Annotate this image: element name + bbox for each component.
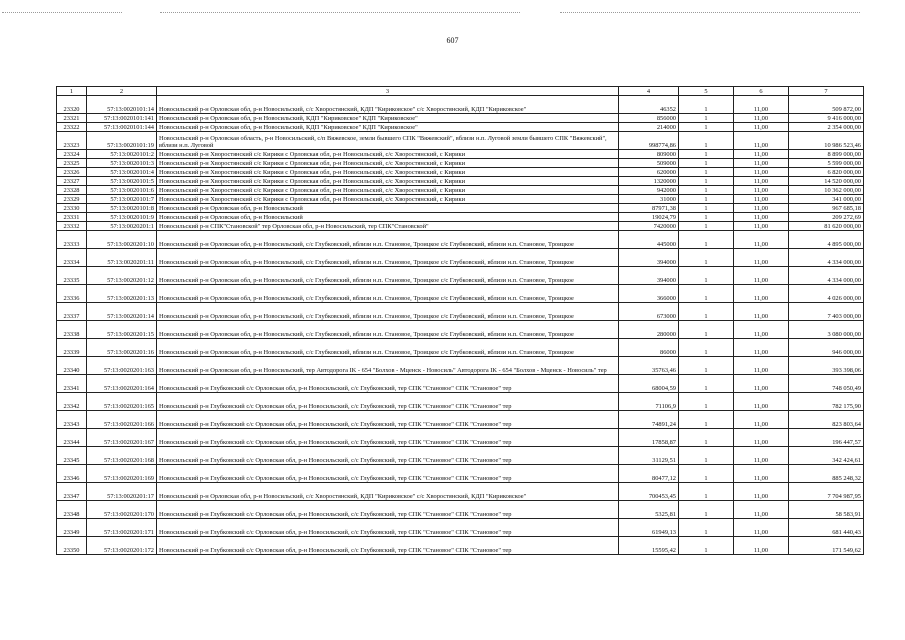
address-cell: Новосильский р-н Хворостянский с/с Кирики с Орловская обл, р-н Новосильский, с/с Хворостянский, с Кирики [157,186,619,195]
area-cell: 86000 [619,339,679,357]
area-cell: 5325,81 [619,501,679,519]
cadastral-number-cell: 57:13:0020201:13 [87,285,157,303]
table-row [57,150,864,159]
value-cell: 4 334 000,00 [789,267,864,285]
row-number-cell: 23327 [57,177,87,186]
area-cell: 445000 [619,231,679,249]
table-row [57,285,864,303]
share-cell: 1 [679,303,734,321]
scan-artifact-line [560,12,860,14]
rate-cell: 11,00 [734,375,789,393]
address-cell: Новосильский р-н Хворостянский с/с Кирики с Орловская обл, р-н Новосильский, с/с Хворостянский, с Кирики [157,195,619,204]
area-cell: 998774,86 [619,132,679,150]
address-cell: Новосильский р-н Орловская обл, р-н Новосильский, с/с Глубковский, вблизи н.п. Становое, Троицкое с/с Глубковский, вблизи н.п. Становое, Троицкое [157,321,619,339]
share-cell: 1 [679,168,734,177]
area-cell: 700453,45 [619,483,679,501]
value-cell: 6 820 000,00 [789,168,864,177]
cadastral-number-cell: 57:13:0020201:11 [87,249,157,267]
share-cell: 1 [679,123,734,132]
share-cell: 1 [679,96,734,114]
address-cell: Новосильский р-н Хворостянский с/с Кирики с Орловская обл, р-н Новосильский, с/с Хворостянский, с Кирики [157,159,619,168]
rate-cell: 11,00 [734,339,789,357]
share-cell: 1 [679,411,734,429]
value-cell: 681 440,43 [789,519,864,537]
cadastral-number-cell: 57:13:0020201:166 [87,411,157,429]
column-header: 3 [157,87,619,96]
cadastral-number-cell: 57:13:0020201:14 [87,303,157,321]
cadastral-number-cell: 57:13:0020101:8 [87,204,157,213]
row-number-cell: 23338 [57,321,87,339]
cadastral-number-cell: 57:13:0020201:171 [87,519,157,537]
share-cell: 1 [679,132,734,150]
rate-cell: 11,00 [734,465,789,483]
row-number-cell: 23326 [57,168,87,177]
row-number-cell: 23350 [57,537,87,555]
row-number-cell: 23346 [57,465,87,483]
cadastral-number-cell: 57:13:0020101:141 [87,114,157,123]
share-cell: 1 [679,393,734,411]
cadastral-number-cell: 57:13:0020201:16 [87,339,157,357]
rate-cell: 11,00 [734,393,789,411]
row-number-cell: 23335 [57,267,87,285]
area-cell: 7420000 [619,222,679,231]
area-cell: 509000 [619,159,679,168]
cadastral-number-cell: 57:13:0020201:168 [87,447,157,465]
row-number-cell: 23339 [57,339,87,357]
value-cell: 196 447,57 [789,429,864,447]
area-cell: 809000 [619,150,679,159]
address-cell: Новосильский р-н Глубковский с/с Орловская обл, р-н Новосильский, с/с Глубковский, тер СПК "Становое" СПК "Становое" тер [157,375,619,393]
share-cell: 1 [679,465,734,483]
row-number-cell: 23348 [57,501,87,519]
table-row [57,519,864,537]
table-row [57,447,864,465]
cadastral-number-cell: 57:13:0020101:19 [87,132,157,150]
area-cell: 214000 [619,123,679,132]
row-number-cell: 23328 [57,186,87,195]
value-cell: 342 424,61 [789,447,864,465]
address-cell: Новосильский р-н Глубковский с/с Орловская обл, р-н Новосильский, с/с Глубковский, тер СПК "Становое" СПК "Становое" тер [157,519,619,537]
table-row [57,123,864,132]
table-row [57,537,864,555]
share-cell: 1 [679,213,734,222]
row-number-cell: 23341 [57,375,87,393]
cadastral-number-cell: 57:13:0020201:1 [87,222,157,231]
land-register-table [56,86,864,555]
row-number-cell: 23340 [57,357,87,375]
rate-cell: 11,00 [734,303,789,321]
address-cell: Новосильский р-н Глубковский с/с Орловская обл, р-н Новосильский, с/с Глубковский, тер СПК "Становое" СПК "Становое" тер [157,465,619,483]
value-cell: 171 549,62 [789,537,864,555]
scan-artifact-line [160,12,520,14]
rate-cell: 11,00 [734,186,789,195]
rate-cell: 11,00 [734,159,789,168]
area-cell: 15595,42 [619,537,679,555]
address-cell: Новосильский р-н Орловская обл, р-н Новосильский, с/с Хворостянский, КДП "Кириковское" с/с Хворостянский, КДП "Кириковское" [157,483,619,501]
column-header: 5 [679,87,734,96]
area-cell: 74891,24 [619,411,679,429]
area-cell: 366000 [619,285,679,303]
area-cell: 46352 [619,96,679,114]
rate-cell: 11,00 [734,195,789,204]
rate-cell: 11,00 [734,321,789,339]
row-number-cell: 23331 [57,213,87,222]
rate-cell: 11,00 [734,537,789,555]
row-number-cell: 23343 [57,411,87,429]
address-cell: Новосильский р-н Глубковский с/с Орловская обл, р-н Новосильский, с/с Глубковский, тер СПК "Становое" СПК "Становое" тер [157,537,619,555]
rate-cell: 11,00 [734,213,789,222]
share-cell: 1 [679,483,734,501]
value-cell: 81 620 000,00 [789,222,864,231]
table-row [57,195,864,204]
table-row [57,132,864,150]
cadastral-number-cell: 57:13:0020201:165 [87,393,157,411]
cadastral-number-cell: 57:13:0020201:170 [87,501,157,519]
rate-cell: 11,00 [734,519,789,537]
address-cell: Новосильский р-н Орловская обл, р-н Новосильский, с/с Глубковский, вблизи н.п. Становое, Троицкое с/с Глубковский, вблизи н.п. Становое, Троицкое [157,231,619,249]
table-row [57,321,864,339]
rate-cell: 11,00 [734,447,789,465]
share-cell: 1 [679,447,734,465]
table-row [57,159,864,168]
area-cell: 1320000 [619,177,679,186]
table-row [57,465,864,483]
rate-cell: 11,00 [734,177,789,186]
table-row [57,393,864,411]
table-row [57,249,864,267]
cadastral-number-cell: 57:13:0020101:9 [87,213,157,222]
value-cell: 509 872,00 [789,96,864,114]
cadastral-number-cell: 57:13:0020101:2 [87,150,157,159]
row-number-cell: 23345 [57,447,87,465]
area-cell: 280000 [619,321,679,339]
table-header-row [57,87,864,96]
column-header: 7 [789,87,864,96]
table-row [57,114,864,123]
area-cell: 856000 [619,114,679,123]
area-cell: 942000 [619,186,679,195]
table-row [57,483,864,501]
address-cell: Новосильский р-н Орловская обл, р-н Новосильский [157,213,619,222]
column-header: 1 [57,87,87,96]
value-cell: 14 520 000,00 [789,177,864,186]
area-cell: 620000 [619,168,679,177]
value-cell: 885 248,32 [789,465,864,483]
value-cell: 782 175,90 [789,393,864,411]
table-row [57,168,864,177]
rate-cell: 11,00 [734,501,789,519]
cadastral-number-cell: 57:13:0020201:169 [87,465,157,483]
area-cell: 673000 [619,303,679,321]
value-cell: 4 026 000,00 [789,285,864,303]
area-cell: 61949,13 [619,519,679,537]
cadastral-number-cell: 57:13:0020101:5 [87,177,157,186]
row-number-cell: 23342 [57,393,87,411]
share-cell: 1 [679,375,734,393]
rate-cell: 11,00 [734,114,789,123]
share-cell: 1 [679,267,734,285]
row-number-cell: 23323 [57,132,87,150]
cadastral-number-cell: 57:13:0020201:164 [87,375,157,393]
row-number-cell: 23337 [57,303,87,321]
rate-cell: 11,00 [734,357,789,375]
row-number-cell: 23321 [57,114,87,123]
share-cell: 1 [679,501,734,519]
rate-cell: 11,00 [734,123,789,132]
table-row [57,501,864,519]
rate-cell: 11,00 [734,96,789,114]
address-cell: Новосильский р-н Орловская обл, р-н Новосильский, с/с Глубковский, вблизи н.п. Становое, Троицкое с/с Глубковский, вблизи н.п. Становое, Троицкое [157,267,619,285]
address-cell: Новосильский р-н Орловская обл, р-н Новосильский, с/с Хворостянский, КДП "Кириковское" с/с Хворостянский, КДП "Кириковское" [157,96,619,114]
table-row [57,186,864,195]
cadastral-number-cell: 57:13:0020201:10 [87,231,157,249]
share-cell: 1 [679,177,734,186]
share-cell: 1 [679,357,734,375]
share-cell: 1 [679,231,734,249]
area-cell: 87971,38 [619,204,679,213]
row-number-cell: 23333 [57,231,87,249]
share-cell: 1 [679,222,734,231]
address-cell: Новосильский р-н Хворостянский с/с Кирики с Орловская обл, р-н Новосильский, с/с Хворостянский, с Кирики [157,150,619,159]
address-cell: Новосильский р-н Глубковский с/с Орловская обл, р-н Новосильский, с/с Глубковский, тер СПК "Становое" СПК "Становое" тер [157,447,619,465]
area-cell: 19024,79 [619,213,679,222]
area-cell: 31129,51 [619,447,679,465]
cadastral-number-cell: 57:13:0020101:6 [87,186,157,195]
rate-cell: 11,00 [734,168,789,177]
value-cell: 4 895 000,00 [789,231,864,249]
value-cell: 10 986 523,46 [789,132,864,150]
share-cell: 1 [679,519,734,537]
row-number-cell: 23347 [57,483,87,501]
cadastral-number-cell: 57:13:0020201:163 [87,357,157,375]
value-cell: 823 803,64 [789,411,864,429]
table-row [57,213,864,222]
rate-cell: 11,00 [734,132,789,150]
share-cell: 1 [679,429,734,447]
row-number-cell: 23336 [57,285,87,303]
share-cell: 1 [679,114,734,123]
scan-artifact-line [2,12,122,14]
table-row [57,267,864,285]
table-row [57,177,864,186]
cadastral-number-cell: 57:13:0020101:3 [87,159,157,168]
column-header: 6 [734,87,789,96]
address-cell: Новосильский р-н СПК"Становской" тер Орловская обл, р-н Новосильский, тер СПК"Становской" [157,222,619,231]
value-cell: 9 416 000,00 [789,114,864,123]
cadastral-number-cell: 57:13:0020201:17 [87,483,157,501]
cadastral-number-cell: 57:13:0020201:12 [87,267,157,285]
table-row [57,96,864,114]
share-cell: 1 [679,321,734,339]
value-cell: 748 050,49 [789,375,864,393]
value-cell: 7 403 000,00 [789,303,864,321]
share-cell: 1 [679,339,734,357]
share-cell: 1 [679,186,734,195]
rate-cell: 11,00 [734,285,789,303]
area-cell: 35763,46 [619,357,679,375]
column-header: 4 [619,87,679,96]
address-cell: Новосильский р-н Орловская обл, р-н Новосильский [157,204,619,213]
value-cell: 4 334 000,00 [789,249,864,267]
table-row [57,303,864,321]
cadastral-number-cell: 57:13:0020201:172 [87,537,157,555]
address-cell: Новосильский р-н Глубковский с/с Орловская обл, р-н Новосильский, с/с Глубковский, тер СПК "Становое" СПК "Становое" тер [157,501,619,519]
share-cell: 1 [679,204,734,213]
column-header: 2 [87,87,157,96]
row-number-cell: 23344 [57,429,87,447]
table-row [57,339,864,357]
row-number-cell: 23329 [57,195,87,204]
row-number-cell: 23322 [57,123,87,132]
address-cell: Новосильский р-н Орловская обл, р-н Новосильский, с/с Глубковский, вблизи н.п. Становое, Троицкое с/с Глубковский, вблизи н.п. Становое, Троицкое [157,303,619,321]
rate-cell: 11,00 [734,231,789,249]
share-cell: 1 [679,195,734,204]
row-number-cell: 23330 [57,204,87,213]
row-number-cell: 23324 [57,150,87,159]
value-cell: 5 599 000,00 [789,159,864,168]
row-number-cell: 23325 [57,159,87,168]
share-cell: 1 [679,285,734,303]
cadastral-number-cell: 57:13:0020101:14 [87,96,157,114]
rate-cell: 11,00 [734,267,789,285]
address-cell: Новосильский р-н Глубковский с/с Орловская обл, р-н Новосильский, с/с Глубковский, тер СПК "Становое" СПК "Становое" тер [157,429,619,447]
address-cell: Новосильский р-н Орловская обл, р-н Новосильский, КДП "Кириковское" КДП "Кириковское" [157,114,619,123]
table-row [57,357,864,375]
address-cell: Новосильский р-н Орловская обл, р-н Новосильский, с/с Глубковский, вблизи н.п. Становое, Троицкое с/с Глубковский, вблизи н.п. Становое, Троицкое [157,249,619,267]
rate-cell: 11,00 [734,483,789,501]
address-cell: Новосильский р-н Орловская обл, р-н Новосильский, тер Автодорога IK - 654 "Болхов - Мценск - Новосиль" Автодорога IK - 654 "Болхов - Мценск - Новосиль" тер [157,357,619,375]
share-cell: 1 [679,249,734,267]
area-cell: 394000 [619,249,679,267]
value-cell: 946 000,00 [789,339,864,357]
value-cell: 967 685,18 [789,204,864,213]
table-row [57,411,864,429]
address-cell: Новосильский р-н Хворостянский с/с Кирики с Орловская обл, р-н Новосильский, с/с Хворостянский, с Кирики [157,168,619,177]
share-cell: 1 [679,150,734,159]
rate-cell: 11,00 [734,222,789,231]
table-row [57,429,864,447]
value-cell: 7 704 987,95 [789,483,864,501]
address-cell: Новосильский р-н Глубковский с/с Орловская обл, р-н Новосильский, с/с Глубковский, тер СПК "Становое" СПК "Становое" тер [157,393,619,411]
address-cell: Новосильский р-н Орловская область, р-н Новосильский, с/п Вяжевское, земли бывшего СПК "Вяжевский", вблизи н.п. Луговой земли бывшего СПК "Вяжевский", вблизи н.п. Луговой [157,132,619,150]
address-cell: Новосильский р-н Глубковский с/с Орловская обл, р-н Новосильский, с/с Глубковский, тер СПК "Становое" СПК "Становое" тер [157,411,619,429]
cadastral-number-cell: 57:13:0020101:4 [87,168,157,177]
row-number-cell: 23349 [57,519,87,537]
value-cell: 3 080 000,00 [789,321,864,339]
address-cell: Новосильский р-н Хворостянский с/с Кирики с Орловская обл, р-н Новосильский, с/с Хворостянский, с Кирики [157,177,619,186]
page-number: 607 [446,36,459,45]
rate-cell: 11,00 [734,429,789,447]
rate-cell: 11,00 [734,249,789,267]
table-row [57,204,864,213]
share-cell: 1 [679,159,734,168]
row-number-cell: 23320 [57,96,87,114]
address-cell: Новосильский р-н Орловская обл, р-н Новосильский, с/с Глубковский, вблизи н.п. Становое, Троицкое с/с Глубковский, вблизи н.п. Становое, Троицкое [157,285,619,303]
rate-cell: 11,00 [734,204,789,213]
area-cell: 71106,9 [619,393,679,411]
cadastral-number-cell: 57:13:0020201:167 [87,429,157,447]
address-cell: Новосильский р-н Орловская обл, р-н Новосильский, с/с Глубковский, вблизи н.п. Становое, Троицкое с/с Глубковский, вблизи н.п. Становое, Троицкое [157,339,619,357]
rate-cell: 11,00 [734,150,789,159]
value-cell: 10 362 000,00 [789,186,864,195]
table-row [57,222,864,231]
area-cell: 68004,59 [619,375,679,393]
area-cell: 80477,12 [619,465,679,483]
value-cell: 2 354 000,00 [789,123,864,132]
value-cell: 209 272,69 [789,213,864,222]
rate-cell: 11,00 [734,411,789,429]
area-cell: 17858,87 [619,429,679,447]
cadastral-number-cell: 57:13:0020101:7 [87,195,157,204]
cadastral-number-cell: 57:13:0020101:144 [87,123,157,132]
row-number-cell: 23332 [57,222,87,231]
value-cell: 8 899 000,00 [789,150,864,159]
value-cell: 393 398,06 [789,357,864,375]
value-cell: 341 000,00 [789,195,864,204]
table-row [57,375,864,393]
value-cell: 58 583,91 [789,501,864,519]
share-cell: 1 [679,537,734,555]
area-cell: 394000 [619,267,679,285]
cadastral-number-cell: 57:13:0020201:15 [87,321,157,339]
table-row [57,231,864,249]
area-cell: 31000 [619,195,679,204]
row-number-cell: 23334 [57,249,87,267]
address-cell: Новосильский р-н Орловская обл, р-н Новосильский, КДП "Кириковское" КДП "Кириковское" [157,123,619,132]
